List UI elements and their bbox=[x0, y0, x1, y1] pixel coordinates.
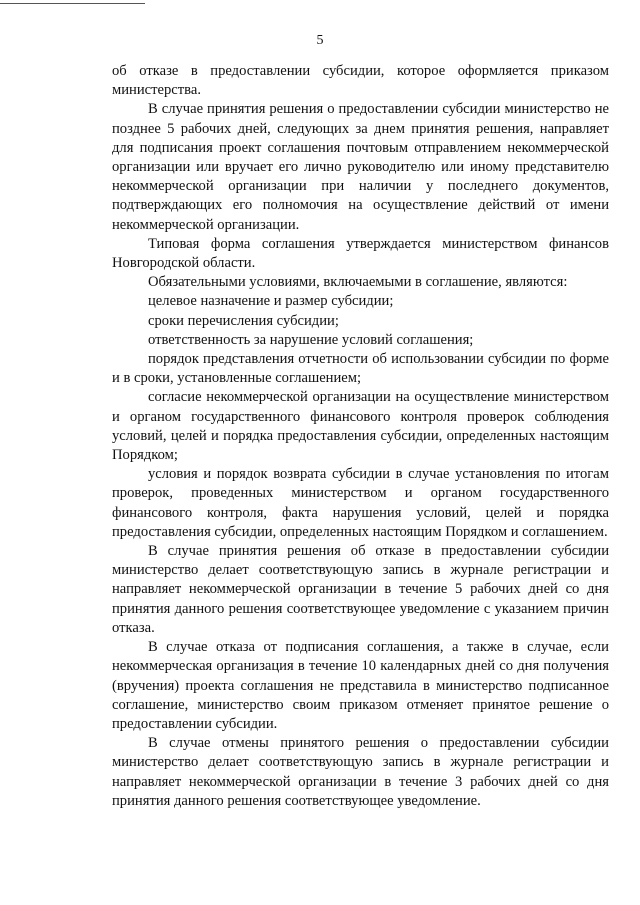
paragraph: Обязательными условиями, включаемыми в соглашение, являются: bbox=[148, 274, 568, 291]
list-item: порядок представления отчетности об использовании субсидии по форме и в сроки, установленные соглашением; bbox=[112, 351, 609, 387]
paragraph: Типовая форма соглашения утверждается министерством финансов Новгородской области. bbox=[112, 235, 609, 272]
list-item: согласие некоммерческой организации на осуществление министерством и органом государственного финансового контроля проверок соблюдения условий, целей и порядка предоставления субсидии, определенных настоящим Порядком; bbox=[112, 389, 609, 464]
paragraph: В случае отмены принятого решения о предоставлении субсидии министерство делает соответствующую запись в журнале регистрации и направляет некоммерческой организации в течение 3 рабочих дней со дня принятия данного решения соответствующее уведомление. bbox=[112, 735, 609, 809]
page-number: 5 bbox=[316, 33, 324, 48]
list-item: сроки перечисления субсидии; bbox=[148, 312, 339, 329]
paragraph: об отказе в предоставлении субсидии, которое оформляется приказом министерства. bbox=[112, 63, 609, 99]
list-item: условия и порядок возврата субсидии в случае установления по итогам проверок, проведенных министерством и органом государственного финансового контроля, факта нарушения условий, целей и порядка предоставления субсидии, определенных настоящим Порядком и соглашением. bbox=[112, 466, 609, 540]
header-rule bbox=[0, 3, 145, 4]
paragraph: В случае принятия решения об отказе в предоставлении субсидии министерство делает соответствующую запись в журнале регистрации и направляет некоммерческой организации в течение 5 рабочих дней со дня принятия данного решения соответствующее уведомление с указанием причин отказа. bbox=[112, 543, 609, 636]
list-item: целевое назначение и размер субсидии; bbox=[148, 293, 394, 310]
paragraph: В случае отказа от подписания соглашения, а также в случае, если некоммерческая организация в течение 10 календарных дней со дня получения (вручения) проекта соглашения не представила в министерство подписанное соглашение, министерство своим приказом отменяет принятое решение о предоставлении субсидии. bbox=[112, 639, 609, 732]
paragraph: В случае принятия решения о предоставлении субсидии министерство не позднее 5 рабочих дней, следующих за днем принятия решения, направляет для подписания проект соглашения почтовым отправлением некоммерческой организации или вручает его лично руководителю или иному представителю некоммерческой организации при наличии у последнего документов, подтверждающих его полномочия на осуществление действий от имени некоммерческой организации. bbox=[112, 101, 609, 233]
list-item: ответственность за нарушение условий соглашения; bbox=[148, 331, 474, 348]
document-body bbox=[112, 62, 609, 811]
